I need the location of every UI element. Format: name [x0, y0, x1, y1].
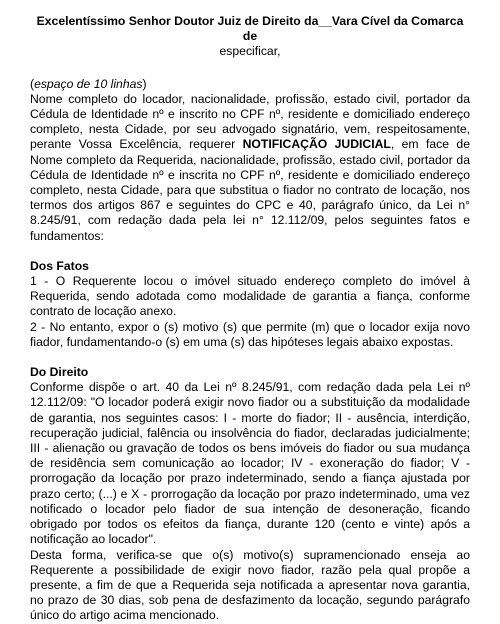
section-title-facts: Dos Fatos [30, 258, 89, 273]
law-paragraph-1: Conforme dispõe o art. 40 da Lei nº 8.245/91, com redação dada pela Lei nº 12.112/09: "O locador poderá exigir novo fiador ou a substituição da modalidade de garantia, nos seguintes casos: I - morte do fiador; II - ausência, interdição, recuperação judicial, falência ou insolvência do fiador, declaradas judicialmente; III - alienação ou gravação de todos os bens imóveis do fiador ou sua mudança de residência sem comunicação ao locador; IV - exoneração do fiador; V - prorrogação da locação por prazo indeterminado, sendo a fiança ajustada por prazo certo; (...) e X - prorrogação da locação por prazo indeterminado, uma vez notificado o locador pelo fiador de sua intenção de desoneração, ficando obrigado por todos os efeitos da fiança, durante 120 (cento e vinte) após a notificação ao locador". [30, 380, 470, 547]
section-title-law: Do Direito [30, 365, 89, 380]
intro-part-1: Nome completo do locador, nacionalidade, profissão, estado civil, portador da Cédula de Identidade nº e inscrito no CPF nº, residente e domiciliado endereço completo, nesta Cidade, por seu advogado signatário, vem, respeitosamente, perante Vossa Excelência, requerer [30, 91, 470, 152]
law-paragraph-2: Desta forma, verifica-se que o(s) motivo(s) supramencionado enseja ao Requerente a possibilidade de exigir novo fiador, razão pela qual propõe a presente, a fim de que a Requerida seja notificada a apresentar nova garantia, no prazo de 30 dias, sob pena de desfazimento da locação, segundo parágrafo único do artigo acima mencionado. [30, 547, 470, 623]
spacing-note-text: espaço de 10 linhas [34, 76, 143, 91]
intro-paragraph [30, 92, 470, 244]
header-line-1: Excelentíssimo Senhor Doutor Juiz de Direito da__Vara Cível da Comarca de [36, 14, 464, 44]
intro-bold-term: NOTIFICAÇÃO JUDICIAL [242, 137, 391, 152]
court-address-header [30, 14, 470, 60]
spacing-note-close: ) [142, 76, 147, 91]
spacing-note [30, 77, 470, 92]
spacing-note-open: ( [30, 76, 35, 91]
facts-item-2: 2 - No entanto, expor o (s) motivo (s) que permite (m) que o locador exija novo fiador, fundamentando-o (s) em uma (s) das hipóteses legais abaixo expostas. [30, 319, 470, 349]
header-line-2: especificar, [219, 44, 281, 59]
intro-part-2: , em face de Nome completo da Requerida, nacionalidade, profissão, estado civil, portador da Cédula de Identidade nº e inscrita no CPF nº, residente e domiciliado endereço completo, nesta Cidade, para que substitua o fiador no contrato de locação, nos termos dos artigos 867 e seguintes do CPC e 40, parágrafo único, da Lei n° 8.245/91, com redação dada pela lei n° 12.112/09, pelos seguintes fatos e fundamentos: [30, 137, 470, 243]
facts-item-1: 1 - O Requerente locou o imóvel situado endereço completo do imóvel à Requerida, sendo adotada como modalidade de garantia a fiança, conforme contrato de locação anexo. [30, 274, 470, 319]
